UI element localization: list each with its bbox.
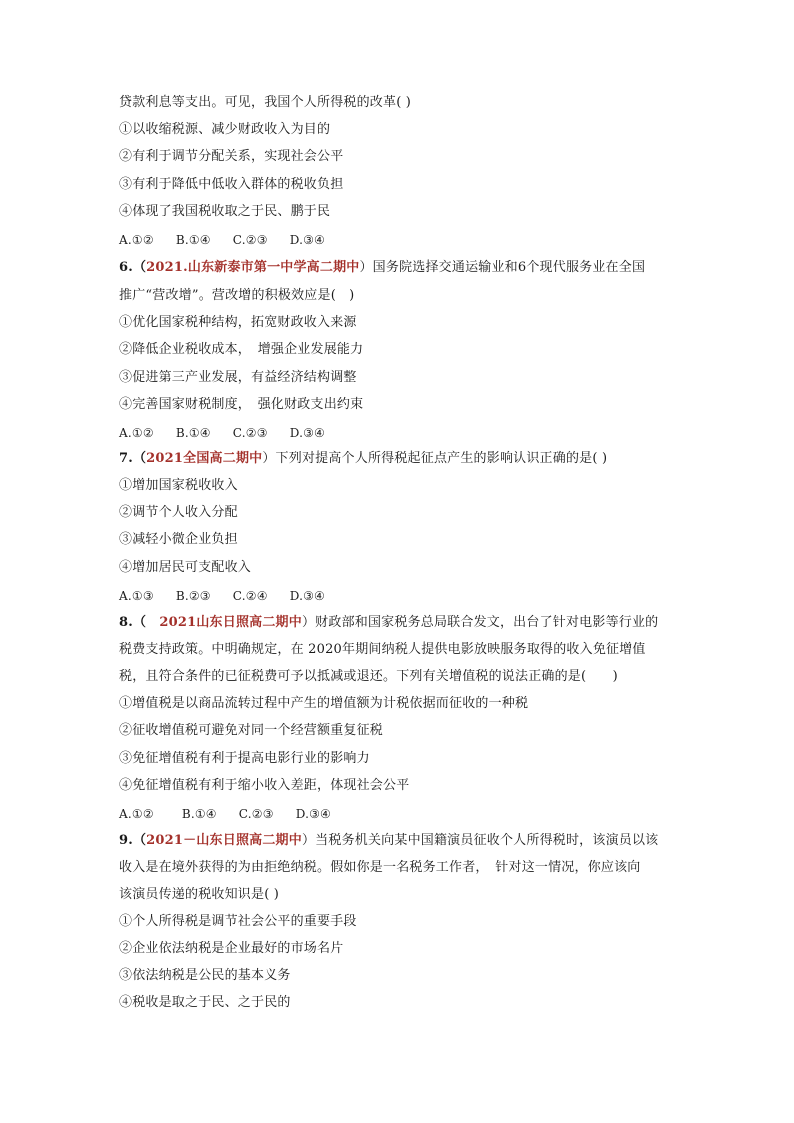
- q5-option-a: A.①②: [119, 233, 154, 247]
- q5-options: [119, 231, 325, 249]
- q8-number: 8.（: [119, 615, 160, 630]
- q9-stem-line-1: [119, 832, 658, 850]
- q9-source: 2021－山东日照高二期中: [146, 833, 302, 848]
- q6-item-1: ①优化国家税种结构，拓宽财政收入来源: [119, 315, 357, 330]
- q7-stem-line-1: [119, 450, 607, 468]
- q7-item-2: ②调节个人收入分配: [119, 505, 238, 520]
- q8-options: [119, 805, 331, 823]
- q5-option-d: D.③④: [289, 233, 326, 247]
- q7-option-c: C.②④: [232, 589, 268, 603]
- q7-option-b: B.②③: [175, 589, 211, 603]
- q6-item-4: ④完善国家财税制度， 强化财政支出约束: [119, 397, 364, 412]
- q6-number: 6.（: [119, 260, 147, 275]
- q6-option-b: B.①④: [175, 426, 211, 440]
- q8-source: 2021山东日照高二期中: [159, 615, 302, 630]
- q8-option-d: D.③④: [295, 807, 332, 821]
- q8-option-a: A.①②: [119, 807, 154, 821]
- q5-item-3: ③有利于降低中低收入群体的税收负担: [119, 177, 344, 192]
- q6-item-3: ③促进第三产业发展，有益经济结构调整: [119, 370, 357, 385]
- q5-option-b: B.①④: [175, 233, 211, 247]
- q7-option-d: D.③④: [289, 589, 326, 603]
- q8-stem-line-1: [119, 614, 658, 632]
- q8-item-1: ①增值税是以商品流转过程中产生的增值额为计税依据而征收的一种税: [119, 696, 529, 711]
- q7-options: [119, 587, 325, 605]
- q9-item-4: ④税收是取之于民、之于民的: [119, 995, 291, 1010]
- q6-stem-line-2: 推广“营改增”。营改增的积极效应是( ): [119, 288, 355, 303]
- q9-stem-line-2: 收入是在境外获得的为由拒绝纳税。假如你是一名税务工作者， 针对这一情况，你应该向: [119, 860, 641, 875]
- q6-stem-line-1: [119, 259, 645, 277]
- q6-option-d: D.③④: [289, 426, 326, 440]
- q6-source: 2021.山东新泰市第一中学高二期中: [146, 260, 360, 275]
- q9-item-2: ②企业依法纳税是企业最好的市场名片: [119, 941, 344, 956]
- q5-item-4: ④体现了我国税收取之于民、鹏于民: [119, 204, 331, 219]
- q6-option-c: C.②③: [232, 426, 268, 440]
- q5-option-c: C.②③: [232, 233, 268, 247]
- q7-stem-a: ）下列对提高个人所得税起征点产生的影响认识正确的是( ): [262, 451, 608, 466]
- q8-option-b: B.①④: [181, 807, 217, 821]
- q8-stem-line-3: 税，且符合条件的已征税费可予以抵减或退还。下列有关增值税的说法正确的是( ): [119, 669, 618, 684]
- q9-stem-line-3: 该演员传递的税收知识是( ): [119, 887, 280, 902]
- q5-stem-line: 贷款利息等支出。可见，我国个人所得税的改革( ): [119, 95, 412, 110]
- q8-option-c: C.②③: [238, 807, 274, 821]
- q7-source: 2021全国高二期中: [146, 451, 263, 466]
- q7-option-a: A.①③: [119, 589, 154, 603]
- q5-item-2: ②有利于调节分配关系，实现社会公平: [119, 149, 344, 164]
- q6-stem-a: ）国务院选择交通运输业和6个现代服务业在全国: [359, 260, 646, 275]
- q8-item-4: ④免征增值税有利于缩小收入差距，体现社会公平: [119, 778, 410, 793]
- q8-item-2: ②征收增值税可避免对同一个经营额重复征税: [119, 723, 384, 738]
- q6-options: [119, 424, 325, 442]
- q6-option-a: A.①②: [119, 426, 154, 440]
- q9-number: 9.（: [119, 833, 147, 848]
- q6-item-2: ②降低企业税收成本， 增强企业发展能力: [119, 342, 364, 357]
- q9-item-3: ③依法纳税是公民的基本义务: [119, 968, 291, 983]
- q8-stem-a: ）财政部和国家税务总局联合发文，出台了针对电影等行业的: [301, 615, 659, 630]
- q7-number: 7.（: [119, 451, 147, 466]
- q7-item-3: ③减轻小微企业负担: [119, 532, 238, 547]
- q8-item-3: ③免征增值税有利于提高电影行业的影响力: [119, 751, 370, 766]
- q9-item-1: ①个人所得税是调节社会公平的重要手段: [119, 914, 357, 929]
- q5-item-1: ①以收缩税源、减少财政收入为目的: [119, 122, 331, 137]
- q7-item-1: ①增加国家税收收入: [119, 478, 238, 493]
- q7-item-4: ④增加居民可支配收入: [119, 560, 252, 575]
- q9-stem-a: ）当税务机关向某中国籍演员征收个人所得税时，该演员以该: [301, 833, 659, 848]
- q8-stem-line-2: 税费支持政策。中明确规定，在 2020年期间纳税人提供电影放映服务取得的收入免征增值: [119, 642, 646, 657]
